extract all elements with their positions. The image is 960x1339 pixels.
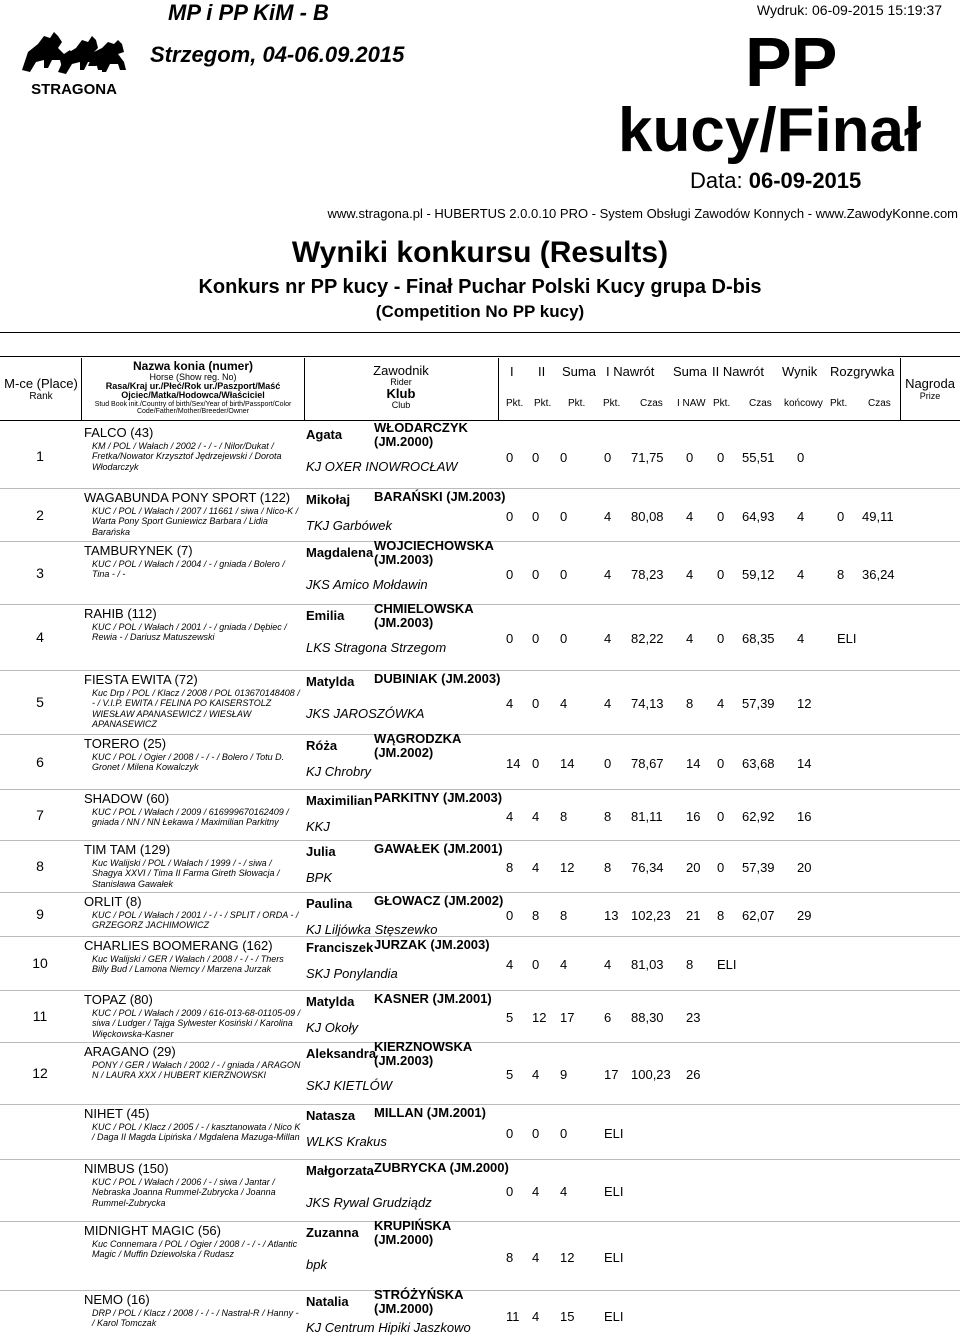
score-cell: 4 bbox=[532, 1309, 540, 1324]
header-subcol-5: I NAW bbox=[677, 398, 706, 409]
horse-details: Kuc Walijski / GER / Wałach / 2008 / - / - / Thers Billy Bud / Lamona Niemcy / Marzena Jurzak bbox=[92, 954, 284, 975]
score-cell: 0 bbox=[604, 450, 612, 465]
table-row bbox=[0, 840, 960, 892]
score-cell: 4 bbox=[532, 1250, 540, 1265]
score-cell: 0 bbox=[717, 860, 725, 875]
header-subcol-9: Pkt. bbox=[830, 398, 848, 409]
rider-first-name: Maximilian bbox=[306, 793, 373, 808]
header-horse-en: Horse (Show reg. No) bbox=[149, 371, 237, 382]
score-cell: 0 bbox=[560, 509, 568, 524]
header-col-7: Rozgrywka bbox=[830, 364, 895, 379]
table-row bbox=[0, 538, 960, 604]
place-number: 4 bbox=[36, 629, 44, 645]
score-cell: 15 bbox=[560, 1309, 575, 1324]
score-cell: 4 bbox=[717, 696, 725, 711]
header-club-en: Club bbox=[391, 399, 411, 410]
score-cell: 4 bbox=[506, 809, 514, 824]
score-cell: 0 bbox=[560, 567, 568, 582]
rider-last-name: MILLAN (JM.2001) bbox=[374, 1105, 486, 1120]
score-cell: 8 bbox=[686, 696, 694, 711]
header-subcol-6: Pkt. bbox=[713, 398, 731, 409]
header-col-5: II Nawrót bbox=[712, 364, 765, 379]
rider-last-name: WOJCIECHOWSKA (JM.2003) bbox=[374, 538, 494, 568]
score-cell: 14 bbox=[686, 756, 701, 771]
horse-name: FIESTA EWITA (72) bbox=[84, 672, 198, 687]
header-subcol-10: Czas bbox=[868, 398, 891, 409]
score-cell: 8 bbox=[837, 567, 845, 582]
rider-last-name: KASNER (JM.2001) bbox=[374, 991, 492, 1006]
rider-last-name: STRÓŻYŃSKA (JM.2000) bbox=[374, 1287, 464, 1317]
score-cell: 4 bbox=[686, 509, 694, 524]
score-cell: 4 bbox=[604, 631, 612, 646]
score-cell: 0 bbox=[506, 1184, 514, 1199]
place-number: 6 bbox=[36, 754, 44, 770]
header-col-2: Suma bbox=[562, 364, 596, 379]
score-cell: 4 bbox=[797, 631, 805, 646]
rider-last-name: GAWAŁEK (JM.2001) bbox=[374, 841, 503, 856]
horse-name: ARAGANO (29) bbox=[84, 1044, 176, 1059]
score-cell: 64,93 bbox=[742, 509, 775, 524]
score-cell: 14 bbox=[506, 756, 521, 771]
rider-last-name: ZUBRYCKA (JM.2000) bbox=[374, 1160, 509, 1175]
score-cell: 5 bbox=[506, 1067, 514, 1082]
table-row bbox=[0, 1218, 960, 1290]
score-cell: 4 bbox=[604, 509, 612, 524]
table-row bbox=[0, 488, 960, 541]
header-prize-en: Prize bbox=[919, 391, 941, 401]
score-cell: 4 bbox=[604, 957, 612, 972]
rider-first-name: Matylda bbox=[306, 994, 355, 1009]
horse-details: KUC / POL / Wałach / 2004 / - / gniada / Bolero / Tina - / - bbox=[92, 559, 285, 580]
header-rider bbox=[306, 364, 496, 410]
score-cell: 62,92 bbox=[742, 809, 775, 824]
table-row bbox=[0, 731, 960, 789]
score-cell: 68,35 bbox=[742, 631, 775, 646]
score-cell: 0 bbox=[717, 631, 725, 646]
score-cell: 0 bbox=[506, 509, 514, 524]
score-cell: 4 bbox=[532, 1184, 540, 1199]
score-cell: 8 bbox=[717, 908, 725, 923]
header-club-label: Klub bbox=[386, 386, 416, 402]
score-cell: 8 bbox=[604, 860, 612, 875]
score-cell: 12 bbox=[532, 1010, 547, 1025]
rider-last-name: WĄGRODZKA (JM.2002) bbox=[374, 731, 461, 761]
horse-details: PONY / GER / Wałach / 2002 / - / gniada / ARAGON N / LAURA XXX / HUBERT KIERZNOWSKI bbox=[92, 1060, 301, 1081]
club-name: TKJ Garbówek bbox=[306, 518, 392, 533]
header-subcol-2: Pkt. bbox=[568, 398, 586, 409]
rider-last-name: KIERZNOWSKA (JM.2003) bbox=[374, 1039, 472, 1069]
rider-first-name: Natasza bbox=[306, 1108, 356, 1123]
score-cell: ELI bbox=[604, 1309, 624, 1324]
score-cell: 6 bbox=[604, 1010, 612, 1025]
score-cell: 26 bbox=[686, 1067, 701, 1082]
rider-first-name: Matylda bbox=[306, 674, 355, 689]
rider-first-name: Magdalena bbox=[306, 545, 374, 560]
score-cell: 0 bbox=[532, 567, 540, 582]
score-cell: 4 bbox=[560, 1184, 568, 1199]
horse-details: KUC / POL / Wałach / 2007 / 11661 / siwa / Nico-K / Warta Pony Sport Guniewicz Barbara / Lidia Barańska bbox=[92, 506, 299, 537]
rider-last-name: BARAŃSKI (JM.2003) bbox=[374, 489, 506, 504]
score-cell: 100,23 bbox=[631, 1067, 671, 1082]
score-cell: 102,23 bbox=[631, 908, 671, 923]
score-cell: 8 bbox=[604, 809, 612, 824]
score-cell: 0 bbox=[717, 509, 725, 524]
score-cell: ELI bbox=[717, 957, 737, 972]
score-cell: ELI bbox=[604, 1184, 624, 1199]
score-cell: 82,22 bbox=[631, 631, 664, 646]
results-title: Wyniki konkursu (Results) bbox=[291, 236, 669, 269]
header-subcol-3: Pkt. bbox=[603, 398, 621, 409]
rider-first-name: Zuzanna bbox=[306, 1225, 359, 1240]
date-value: 06-09-2015 bbox=[748, 168, 862, 193]
score-cell: 4 bbox=[797, 567, 805, 582]
score-cell: 81,11 bbox=[631, 809, 663, 824]
header-prize-label: Nagroda bbox=[905, 376, 955, 391]
place-number: 1 bbox=[36, 448, 44, 464]
header-rider-label: Zawodnik bbox=[373, 363, 429, 378]
horse-name: RAHIB (112) bbox=[84, 606, 157, 621]
horse-details: Kuc Connemara / POL / Ogier / 2008 / - / - / Atlantic Magic / Muffin Dziewolska / Rudasz bbox=[92, 1239, 298, 1260]
header-horse-line2: Rasa/Kraj ur./Płeć/Rok ur./Paszport/Maść bbox=[105, 381, 281, 392]
club-name: JKS JAROSZÓWKA bbox=[306, 706, 425, 721]
horse-name: TORERO (25) bbox=[84, 736, 167, 751]
score-cell: 4 bbox=[686, 567, 694, 582]
score-cell: 0 bbox=[560, 450, 568, 465]
horse-details: KUC / POL / Klacz / 2005 / - / kasztanowata / Nico K / Daga II Magda Lipińska / Mgdalena Mazuga-Millan bbox=[92, 1122, 301, 1143]
rider-first-name: Natalia bbox=[306, 1294, 349, 1309]
score-cell: 0 bbox=[532, 696, 540, 711]
header-horse-line3: Ojciec/Matka/Hodowca/Właściciel bbox=[121, 390, 265, 401]
header-place-en: Rank bbox=[29, 391, 53, 402]
category-title: kucy/Finał bbox=[618, 96, 922, 165]
score-cell: ELI bbox=[837, 631, 857, 646]
event-name: MP i PP KiM - B bbox=[168, 0, 329, 25]
club-name: bpk bbox=[306, 1257, 327, 1272]
score-cell: ELI bbox=[604, 1250, 624, 1265]
horse-name: SHADOW (60) bbox=[84, 791, 170, 806]
score-cell: 76,34 bbox=[631, 860, 664, 875]
rider-first-name: Paulina bbox=[306, 896, 353, 911]
rider-last-name: KRUPIŃSKA (JM.2000) bbox=[374, 1218, 451, 1248]
table-row bbox=[0, 789, 960, 840]
horse-name: NEMO (16) bbox=[84, 1292, 150, 1307]
rider-first-name: Róża bbox=[306, 738, 338, 753]
score-cell: 78,23 bbox=[631, 567, 664, 582]
rider-last-name: PARKITNY (JM.2003) bbox=[374, 790, 503, 805]
rider-last-name: DUBINIAK (JM.2003) bbox=[374, 671, 501, 686]
score-cell: 36,24 bbox=[862, 567, 895, 582]
score-cell: 0 bbox=[560, 631, 568, 646]
competition-date bbox=[690, 168, 861, 194]
score-cell: ELI bbox=[604, 1126, 624, 1141]
club-name: SKJ Ponylandia bbox=[306, 966, 398, 981]
club-name: KJ Centrum Hipiki Jaszkowo bbox=[306, 1320, 471, 1335]
rider-first-name: Julia bbox=[306, 844, 336, 859]
rider-last-name: WŁODARCZYK (JM.2000) bbox=[374, 420, 468, 450]
club-name: WLKS Krakus bbox=[306, 1134, 387, 1149]
score-cell: 14 bbox=[560, 756, 575, 771]
score-cell: 0 bbox=[506, 450, 514, 465]
header-col-4: Suma bbox=[673, 364, 707, 379]
rider-first-name: Agata bbox=[306, 427, 343, 442]
score-cell: 4 bbox=[532, 860, 540, 875]
header-subcol-8: końcowy bbox=[784, 398, 823, 409]
table-row bbox=[0, 420, 960, 488]
score-cell: 0 bbox=[532, 631, 540, 646]
horse-name: ORLIT (8) bbox=[84, 894, 142, 909]
score-cell: 8 bbox=[532, 908, 540, 923]
class-code: PP bbox=[745, 23, 837, 101]
score-cell: 4 bbox=[532, 1067, 540, 1082]
table-row bbox=[0, 990, 960, 1042]
score-cell: 13 bbox=[604, 908, 619, 923]
horse-details: DRP / POL / Klacz / 2008 / - / - / Nastral-R / Hanny - / Karol Tomczak bbox=[92, 1308, 299, 1329]
rider-first-name: Aleksandra bbox=[306, 1046, 377, 1061]
club-name: KJ Okoły bbox=[306, 1020, 359, 1035]
score-cell: 0 bbox=[717, 756, 725, 771]
club-name: SKJ KIETLÓW bbox=[306, 1078, 392, 1093]
horse-details: KUC / POL / Wałach / 2009 / 616-013-68-01105-09 / siwa / Ludger / Tajga Sylwester Kosiński / Karolina Więckowska-Kasner bbox=[92, 1008, 301, 1039]
score-cell: 0 bbox=[837, 509, 845, 524]
score-cell: 57,39 bbox=[742, 696, 775, 711]
table-row bbox=[0, 1159, 960, 1221]
score-cell: 20 bbox=[797, 860, 812, 875]
score-cell: 0 bbox=[532, 509, 540, 524]
horse-name: NIHET (45) bbox=[84, 1106, 150, 1121]
score-cell: 0 bbox=[797, 450, 805, 465]
score-cell: 8 bbox=[506, 860, 514, 875]
logo-text: STRAGONA bbox=[31, 81, 117, 98]
score-cell: 88,30 bbox=[631, 1010, 664, 1025]
header-col-1: II bbox=[538, 364, 546, 379]
score-cell: 8 bbox=[686, 957, 694, 972]
header-col-6: Wynik bbox=[782, 364, 818, 379]
score-cell: 16 bbox=[686, 809, 701, 824]
table-row bbox=[0, 1287, 960, 1339]
header-horse-label: Nazwa konia (numer) bbox=[132, 359, 254, 373]
header-subcol-7: Czas bbox=[749, 398, 772, 409]
club-name: LKS Stragona Strzegom bbox=[306, 640, 447, 655]
event-location-dates: Strzegom, 04-06.09.2015 bbox=[150, 42, 405, 67]
place-number: 9 bbox=[36, 906, 44, 922]
rider-first-name: Franciszek bbox=[306, 940, 374, 955]
score-cell: 74,13 bbox=[631, 696, 664, 711]
header-subcol-4: Czas bbox=[640, 398, 663, 409]
header-horse-line5: Code/Father/Mother/Breeder/Owner bbox=[136, 408, 250, 416]
score-cell: 78,67 bbox=[631, 756, 664, 771]
print-timestamp: Wydruk: 06-09-2015 15:19:37 bbox=[756, 2, 942, 18]
horse-name: TAMBURYNEK (7) bbox=[84, 543, 193, 558]
rider-last-name: GŁOWACZ (JM.2002) bbox=[374, 893, 504, 908]
club-name: KJ Chrobry bbox=[306, 764, 372, 779]
horse-details: Kuc Drp / POL / Klacz / 2008 / POL 013670148408 / - / V.I.P. EWITA / FELINA PO KAISERSTOLZ WIESŁAW APANASEWICZ / WIESŁAW APANASEWICZ bbox=[92, 688, 300, 730]
score-cell: 4 bbox=[506, 957, 514, 972]
score-cell: 57,39 bbox=[742, 860, 775, 875]
horse-name: NIMBUS (150) bbox=[84, 1161, 169, 1176]
score-cell: 59,12 bbox=[742, 567, 775, 582]
score-cell: 63,68 bbox=[742, 756, 775, 771]
horse-name: CHARLIES BOOMERANG (162) bbox=[84, 938, 273, 953]
header-rider-en: Rider bbox=[390, 376, 412, 387]
header-prize bbox=[900, 376, 960, 401]
place-number: 2 bbox=[36, 507, 44, 523]
software-credit: www.stragona.pl - HUBERTUS 2.0.0.10 PRO - System Obsługi Zawodów Konnych - www.ZawodyKonne.com bbox=[327, 206, 958, 221]
horse-details: KUC / POL / Wałach / 2006 / - / siwa / Jantar / Nebraska Joanna Rummel-Zubrycka / Joanna Rummel-Zubrycka bbox=[92, 1177, 276, 1208]
score-cell: 16 bbox=[797, 809, 812, 824]
club-name: KJ OXER INOWROCŁAW bbox=[306, 459, 458, 474]
header-place-label: M-ce (Place) bbox=[4, 376, 78, 391]
table-row bbox=[0, 892, 960, 936]
horse-name: MIDNIGHT MAGIC (56) bbox=[84, 1223, 221, 1238]
rider-first-name: Mikołaj bbox=[306, 492, 351, 507]
score-cell: 0 bbox=[532, 1126, 540, 1141]
place-number: 7 bbox=[36, 807, 44, 823]
score-cell: 55,51 bbox=[742, 450, 775, 465]
header-col-0: I bbox=[510, 364, 514, 379]
score-cell: 23 bbox=[686, 1010, 701, 1025]
club-name: KKJ bbox=[306, 819, 330, 834]
score-cell: 49,11 bbox=[862, 509, 894, 524]
horse-details: KUC / POL / Wałach / 2001 / - / gniada / Dębiec / Rewia - / Dariusz Matuszewski bbox=[92, 622, 287, 643]
score-cell: 4 bbox=[506, 696, 514, 711]
horse-name: TIM TAM (129) bbox=[84, 842, 171, 857]
score-cell: 0 bbox=[532, 450, 540, 465]
score-cell: 17 bbox=[560, 1010, 575, 1025]
score-cell: 4 bbox=[604, 567, 612, 582]
score-cell: 0 bbox=[686, 450, 694, 465]
score-cell: 0 bbox=[506, 631, 514, 646]
score-cell: 17 bbox=[604, 1067, 619, 1082]
club-name: JKS Rywal Grudziądz bbox=[306, 1195, 432, 1210]
club-name: KJ Liljówka Stęszewko bbox=[306, 922, 438, 937]
table-row bbox=[0, 670, 960, 734]
column-divider bbox=[304, 358, 305, 420]
table-row bbox=[0, 1039, 960, 1104]
score-cell: 8 bbox=[560, 908, 568, 923]
header-subcol-0: Pkt. bbox=[506, 398, 524, 409]
score-cell: 8 bbox=[560, 809, 568, 824]
horse-details: KUC / POL / Wałach / 2001 / - / - / SPLIT / ORDA - / GRZEGORZ JACHIMOWICZ bbox=[92, 910, 299, 931]
score-cell: 0 bbox=[604, 756, 612, 771]
club-name: BPK bbox=[306, 870, 333, 885]
place-number: 5 bbox=[36, 694, 44, 710]
divider bbox=[0, 356, 960, 357]
score-cell: 0 bbox=[532, 957, 540, 972]
score-cell: 9 bbox=[560, 1067, 568, 1082]
header-horse bbox=[82, 360, 304, 416]
competition-title: Konkurs nr PP kucy - Finał Puchar Polski Kucy grupa D-bis bbox=[198, 276, 762, 298]
header-horse-line4: Stud Book init./Country of birth/Sex/Year of birth/Passport/Color bbox=[94, 400, 292, 408]
score-cell: 0 bbox=[506, 908, 514, 923]
score-cell: 4 bbox=[560, 696, 568, 711]
score-cell: 4 bbox=[560, 957, 568, 972]
divider bbox=[0, 332, 960, 333]
header-place bbox=[2, 376, 80, 402]
score-cell: 71,75 bbox=[631, 450, 664, 465]
place-number: 12 bbox=[32, 1065, 48, 1081]
stragona-logo-icon bbox=[14, 22, 134, 98]
horse-details: KUC / POL / Ogier / 2008 / - / - / Bolero / Totu D. Gronet / Milena Kowalczyk bbox=[92, 752, 285, 773]
header-col-3: I Nawrót bbox=[606, 364, 655, 379]
table-row bbox=[0, 1104, 960, 1159]
score-cell: 12 bbox=[560, 860, 575, 875]
rider-last-name: CHMIELOWSKA (JM.2003) bbox=[374, 601, 474, 631]
score-cell: 5 bbox=[506, 1010, 514, 1025]
place-number: 10 bbox=[32, 955, 48, 971]
date-label: Data: bbox=[690, 168, 743, 193]
score-cell: 0 bbox=[717, 567, 725, 582]
rider-first-name: Małgorzata bbox=[306, 1163, 374, 1178]
score-cell: 12 bbox=[797, 696, 812, 711]
score-cell: 4 bbox=[686, 631, 694, 646]
score-cell: 21 bbox=[686, 908, 701, 923]
score-cell: 0 bbox=[717, 450, 725, 465]
header-subcol-1: Pkt. bbox=[534, 398, 552, 409]
score-cell: 8 bbox=[506, 1250, 514, 1265]
score-cell: 62,07 bbox=[742, 908, 775, 923]
horse-name: WAGABUNDA PONY SPORT (122) bbox=[84, 490, 291, 505]
place-number: 8 bbox=[36, 858, 44, 874]
horse-name: FALCO (43) bbox=[84, 425, 154, 440]
score-cell: 80,08 bbox=[631, 509, 664, 524]
horse-name: TOPAZ (80) bbox=[84, 992, 153, 1007]
horse-details: KM / POL / Wałach / 2002 / - / - / Nilor/Dukat / Fretka/Nowator Krzysztof Jędrzejewski / Dorota Włodarczyk bbox=[92, 441, 282, 472]
club-name: JKS Amico Mołdawin bbox=[306, 577, 428, 592]
place-number: 11 bbox=[32, 1008, 48, 1024]
score-cell: 0 bbox=[506, 1126, 514, 1141]
column-divider bbox=[498, 358, 499, 420]
score-cell: 12 bbox=[560, 1250, 575, 1265]
horse-details: Kuc Walijski / POL / Wałach / 1999 / - / siwa / Shagya XXVI / Tima II Farma Gireth Słowacja / Stanisława Gawałek bbox=[92, 858, 280, 889]
score-cell: 0 bbox=[717, 809, 725, 824]
score-cell: 14 bbox=[797, 756, 812, 771]
horse-details: KUC / POL / Wałach / 2009 / 616999670162409 / gniada / NN / NN Łekawa / Maximilian Parkitny bbox=[92, 807, 289, 828]
score-cell: 0 bbox=[532, 756, 540, 771]
score-cell: 29 bbox=[797, 908, 812, 923]
table-row bbox=[0, 601, 960, 670]
score-cell: 11 bbox=[506, 1309, 520, 1324]
score-cell: 0 bbox=[506, 567, 514, 582]
place-number: 3 bbox=[36, 565, 44, 581]
score-cell: 20 bbox=[686, 860, 701, 875]
score-cell: 4 bbox=[532, 809, 540, 824]
score-cell: 4 bbox=[604, 696, 612, 711]
rider-last-name: JURZAK (JM.2003) bbox=[374, 937, 490, 952]
score-cell: 4 bbox=[797, 509, 805, 524]
score-cell: 81,03 bbox=[631, 957, 664, 972]
table-row bbox=[0, 936, 960, 990]
competition-subtitle: (Competition No PP kucy) bbox=[375, 302, 585, 321]
rider-first-name: Emilia bbox=[306, 608, 345, 623]
score-cell: 0 bbox=[560, 1126, 568, 1141]
